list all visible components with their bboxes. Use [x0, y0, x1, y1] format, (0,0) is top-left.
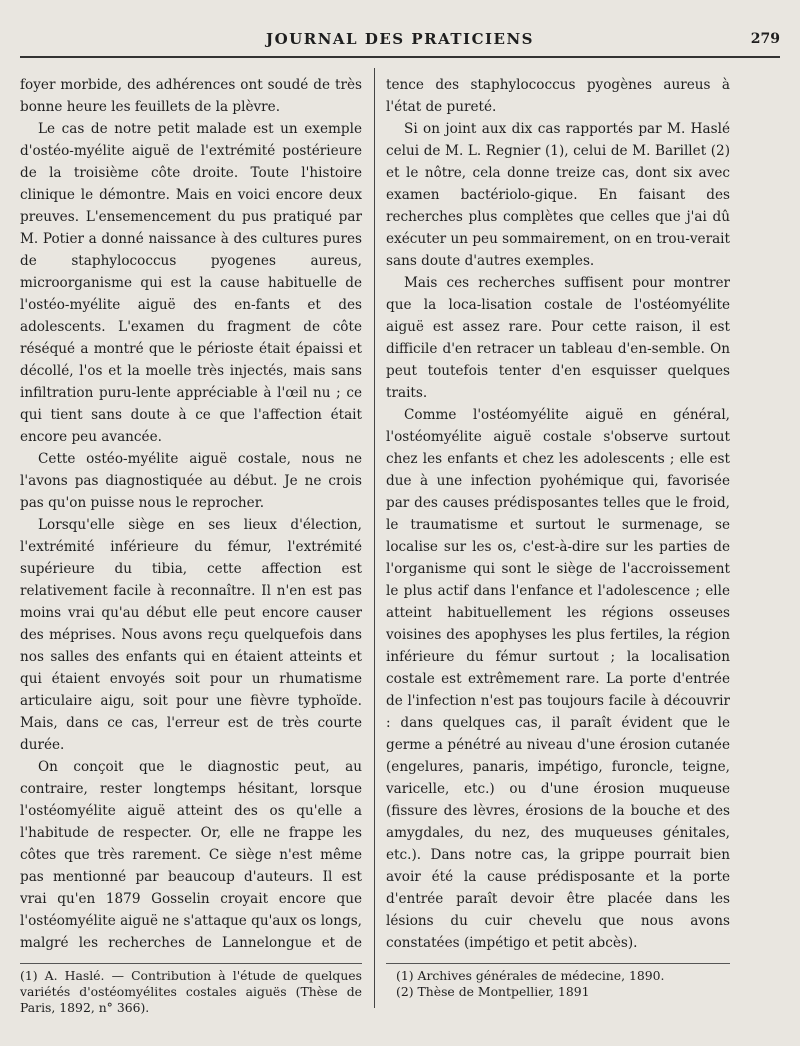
footnotes-right	[396, 968, 730, 1000]
page-header	[20, 26, 780, 58]
paragraph: foyer morbide, des adhérences ont soudé de très bonne heure les feuillets de la plèvre.	[20, 77, 362, 115]
footnote: (1) A. Haslé. — Contribution à l'étude de quelques variétés d'ostéomyélites costales aiguës (Thèse de Paris, 1892, n° 366).	[20, 968, 362, 1015]
running-title: JOURNAL DES PRATICIENS	[266, 30, 534, 48]
paragraph: Cette ostéo-myélite aiguë costale, nous ne l'avons pas diagnostiquée au début. Je ne crois pas qu'on puisse nous le reprocher.	[20, 451, 362, 511]
paragraph: Mais ces recherches suffisent pour montrer que la loca-lisation costale de l'ostéomyélite aiguë est assez rare. Pour cette raison, il est difficile d'en retracer un tableau d'en-semble. On peut toutefois tenter d'en esquisser quelques traits.	[386, 275, 730, 401]
footnote-divider	[386, 963, 730, 964]
footnote: (1) Archives générales de médecine, 1890.	[396, 968, 665, 983]
right-column	[386, 74, 730, 954]
footnote: (2) Thèse de Montpellier, 1891	[396, 984, 590, 999]
paragraph: Lorsqu'elle siège en ses lieux d'élection, l'extrémité inférieure du fémur, l'extrémité supérieure du tibia, cette affection est relativement facile à reconnaître. Il n'en est pas moins vrai qu'au début elle peut encore causer des méprises. Nous avons reçu quelquefois dans nos salles des enfants qui en étaient atteints et qui étaient envoyés soit pour un rhumatisme articulaire aigu, soit pour une fièvre typhoïde. Mais, dans ce cas, l'erreur est de très courte durée.	[20, 517, 362, 753]
paragraph: On conçoit que le diagnostic peut, au contraire, rester longtemps hésitant, lorsque l'ostéomyélite aiguë atteint des os qu'elle a l'habitude de respecter. Or, elle ne frappe les côtes que très rarement. Ce siège n'est même pas mentionné par beaucoup d'auteurs. Il est vrai qu'en 1879 Gosselin croyait encore que l'ostéomyélite aiguë ne s'attaque qu'aux os longs, malgré les recherches de Lannelongue et de	[20, 759, 362, 951]
paragraph: Si on joint aux dix cas rapportés par M. Haslé celui de M. L. Regnier (1), celui de M. Barillet (2) et le nôtre, cela donne treize cas, dont six avec examen bactériolo-gique. En faisant des recherches plus complètes que celles que j'ai dû exécuter un peu sommairement, on en trou-verait sans doute d'autres exemples.	[386, 121, 730, 269]
footnotes-left	[20, 968, 362, 1016]
paragraph: Comme l'ostéomyélite aiguë en général, l'ostéomyélite aiguë costale s'observe surtout chez les enfants et chez les adolescents ; elle est due à une infection pyohémique qui, favorisée par des causes prédisposantes telles que le froid, le traumatisme et surtout le surmenage, se localise sur les os, c'est-à-dire sur les parties de l'organisme qui sont le siège de l'accroissement le plus actif dans l'enfance et l'adolescence ; elle atteint habituellement les régions osseuses voisines des apophyses les plus fertiles, la région inférieure du fémur surtout ; la localisation costale est extrêmement rare. La porte d'entrée de l'infection n'est pas toujours facile à découvrir : dans quelques cas, il paraît évident que le germe a pénétré au niveau d'une érosion cutanée (engelures, panaris, impétigo, furoncle, teigne, varicelle, etc.) ou d'une érosion muqueuse (fissure des lèvres, érosions de la bouche et des amygdales, du nez, des muqueuses génitales, etc.). Dans notre cas, la grippe pourrait bien avoir été la cause prédisposante et la porte d'entrée paraît devoir être placée dans les lésions du cuir chevelu que nous avons constatées (impétigo et petit abcès).	[386, 407, 730, 951]
paragraph: Le cas de notre petit malade est un exemple d'ostéo-myélite aiguë de l'extrémité postérieure de la troisième côte droite. Toute l'histoire clinique le démontre. Mais en voici encore deux preuves. L'ensemencement du pus pratiqué par M. Potier a donné naissance à des cultures pures de staphylococcus pyogenes aureus, microorganisme qui est la cause habituelle de l'ostéo-myélite aiguë des en-fants et des adolescents. L'examen du fragment de côte réséqué a montré que le périoste était épaissi et décollé, l'os et la moelle très injectés, mais sans infiltration puru-lente appréciable à l'œil nu ; ce qui tient sans doute à ce que l'affection était encore peu avancée.	[20, 121, 362, 445]
footnote-divider	[20, 963, 362, 964]
page-number: 279	[750, 31, 780, 47]
left-column	[20, 74, 362, 954]
column-divider	[374, 68, 375, 1008]
paragraph: tence des staphylococcus pyogènes aureus à l'état de pureté.	[386, 77, 730, 115]
